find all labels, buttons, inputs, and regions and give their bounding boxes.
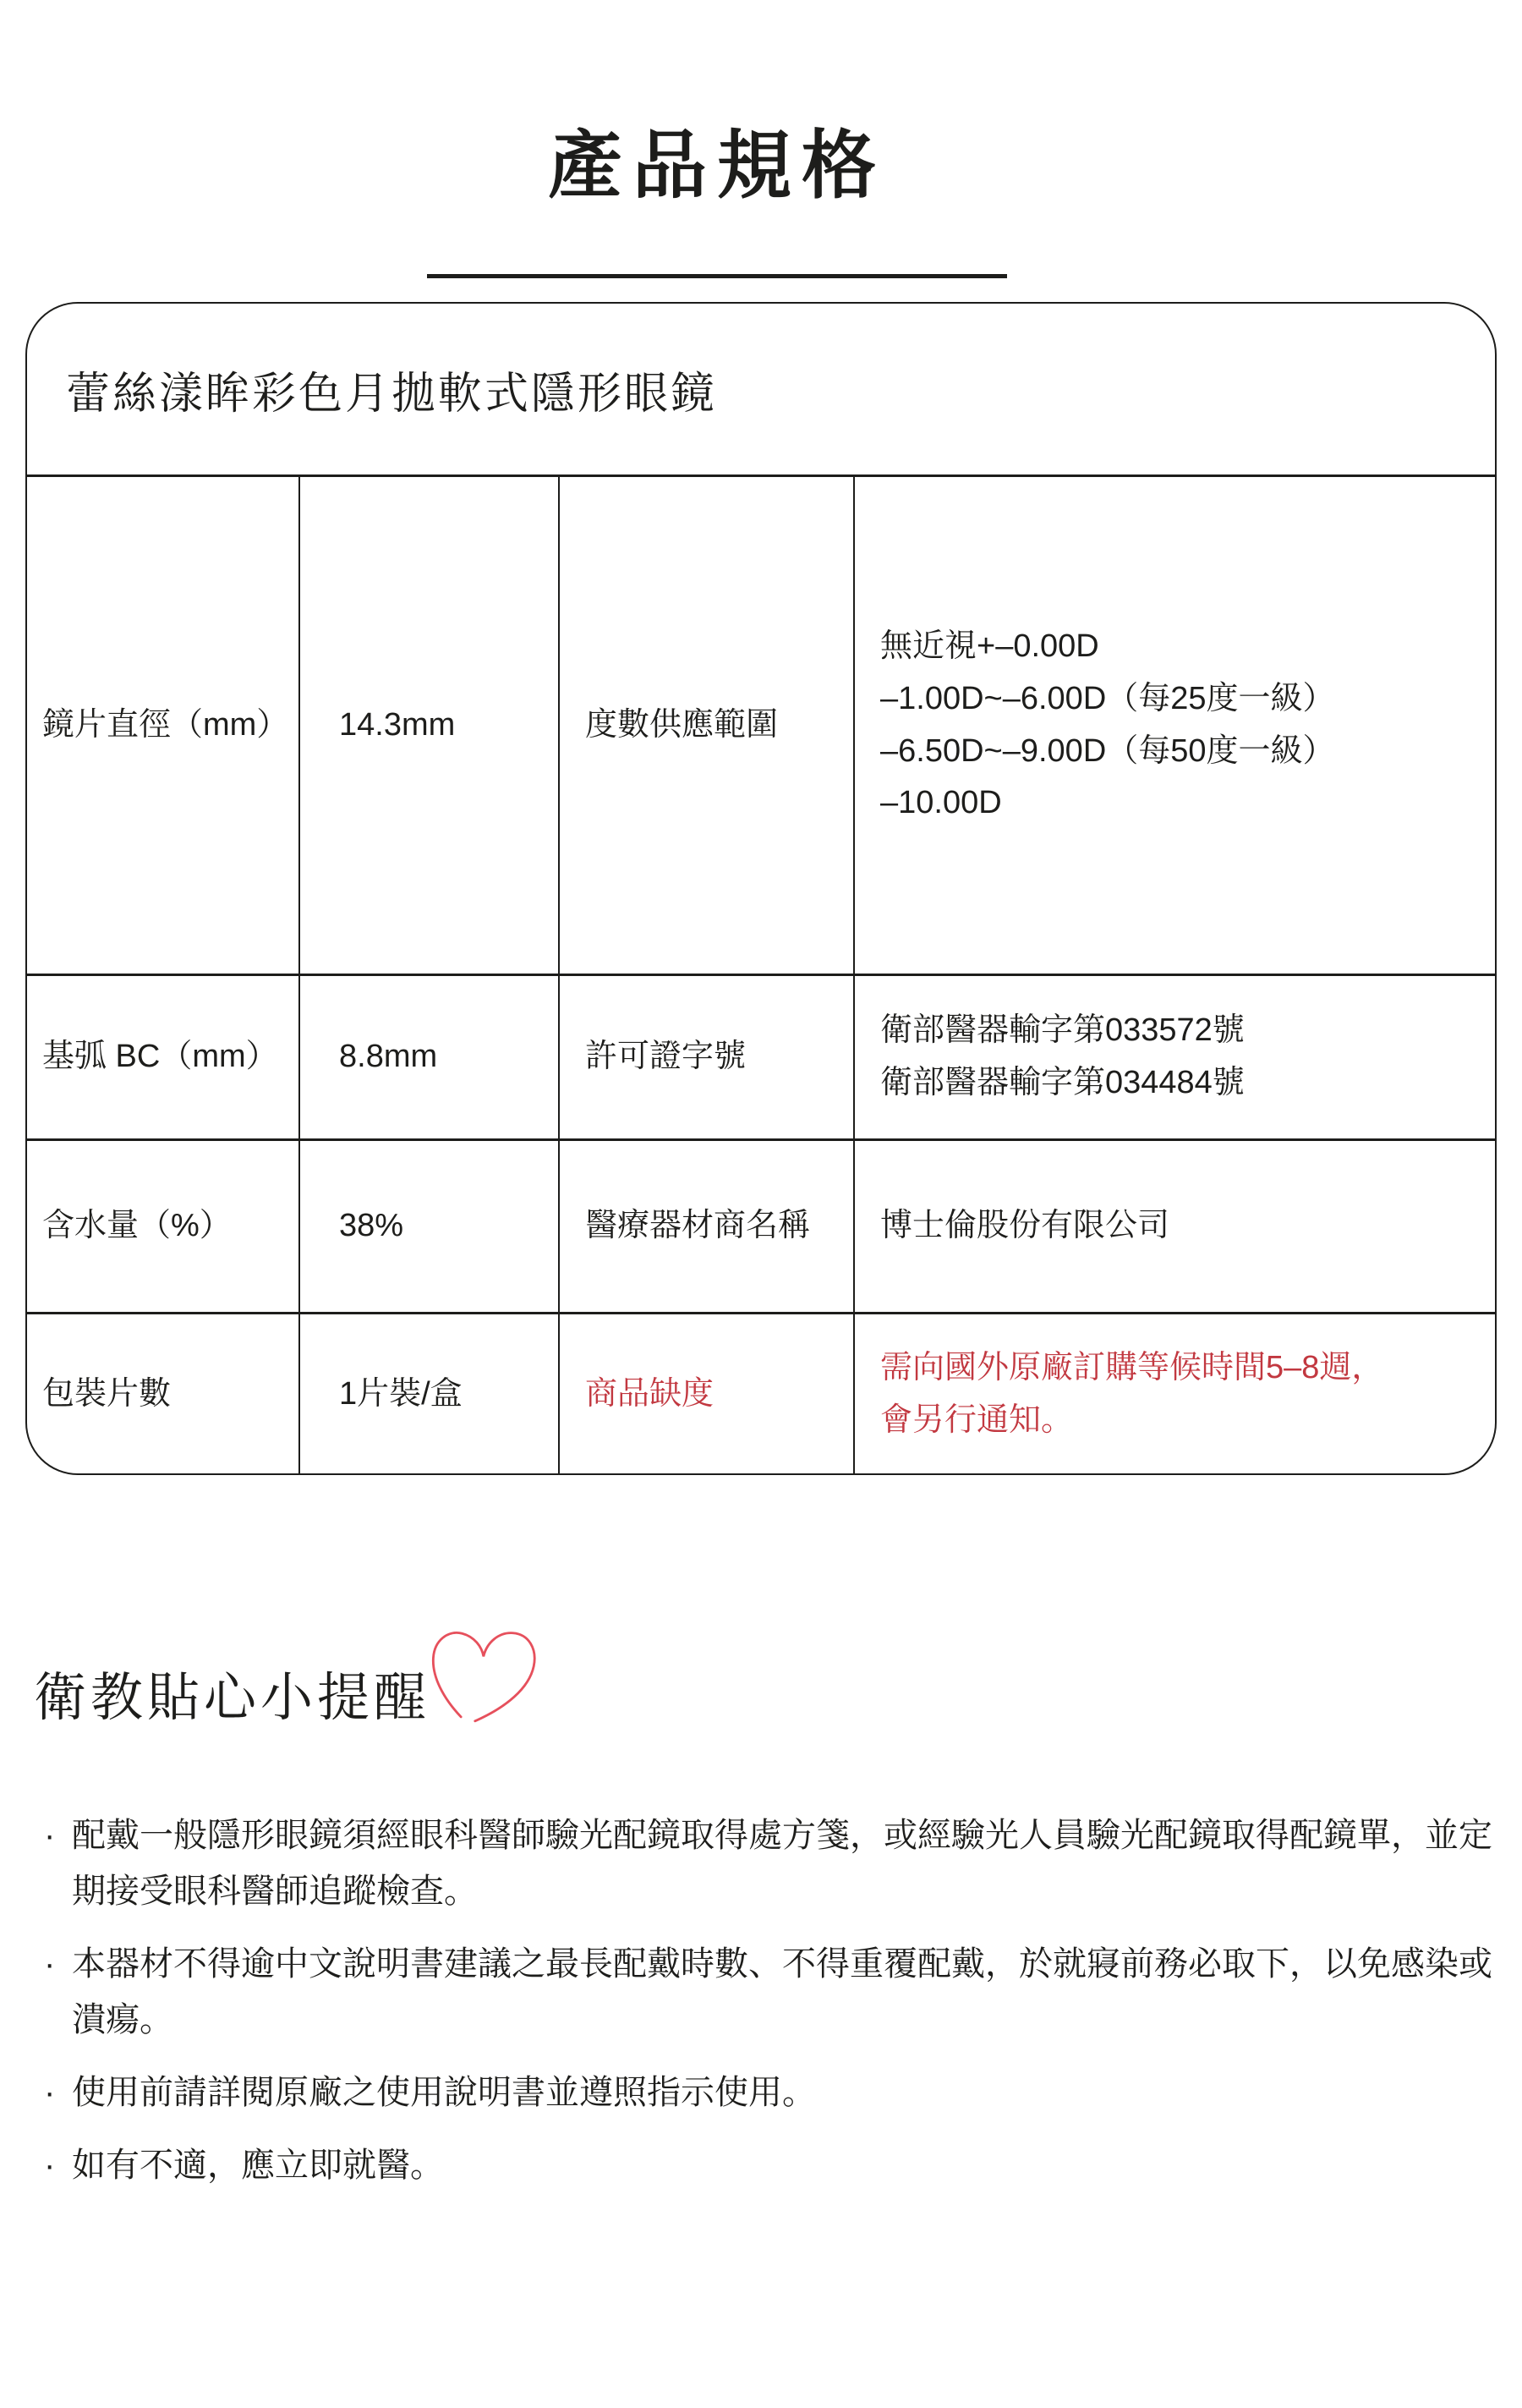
table-row [27, 976, 1495, 1141]
product-spec-page [0, 123, 1522, 2408]
row3-label-water-content: 含水量（%） [27, 1141, 300, 1312]
heart-outline-icon [424, 1621, 545, 1731]
reminder-list [25, 1807, 1497, 2193]
license-number-line: 衛部醫器輸字第033572號 [880, 1012, 1245, 1049]
shortage-note-line: 需向國外原廠訂購等候時間5–8週， [880, 1349, 1384, 1385]
spec-card [25, 302, 1497, 1475]
row2-value-license-number [855, 976, 1495, 1138]
power-range-line: –1.00D~–6.00D（每25度一級） [880, 680, 1335, 716]
row1-value-power-range [855, 477, 1495, 974]
reminder-heading-row [34, 1664, 1497, 1767]
row4-value-pack-quantity: 1片裝/盒 [300, 1314, 560, 1474]
reminder-heading: 衛教貼心小提醒 [34, 1669, 431, 1727]
row1-value-lens-diameter: 14.3mm [300, 477, 560, 974]
row2-label-base-curve: 基弧 BC（mm） [27, 976, 300, 1138]
row4-label-pack-quantity: 包裝片數 [27, 1314, 300, 1474]
title-underline [427, 274, 1007, 278]
list-item: · 配戴一般隱形眼鏡須經眼科醫師驗光配鏡取得處方箋，或經驗光人員驗光配鏡取得配鏡單，並定期接受眼科醫師追蹤檢查。 [25, 1807, 1497, 1919]
row3-label-vendor-name: 醫療器材商名稱 [560, 1141, 855, 1312]
list-item: · 使用前請詳閱原廠之使用說明書並遵照指示使用。 [25, 2065, 1497, 2120]
power-range-line: –6.50D~–9.00D（每50度一級） [880, 732, 1335, 769]
row4-label-shortage: 商品缺度 [560, 1314, 855, 1474]
table-row [27, 1141, 1495, 1314]
reminder-section [25, 1664, 1497, 2193]
table-row [27, 1314, 1495, 1474]
power-range-line: 無近視+–0.00D [880, 628, 1099, 665]
license-number-line: 衛部醫器輸字第034484號 [880, 1065, 1245, 1100]
list-item: · 如有不適，應立即就醫。 [25, 2137, 1497, 2193]
row3-value-water-content: 38% [300, 1141, 560, 1312]
row3-value-vendor-name [855, 1141, 1495, 1312]
row2-value-base-curve: 8.8mm [300, 976, 560, 1138]
product-name: 蕾絲漾眸彩色月拋軟式隱形眼鏡 [27, 304, 1495, 477]
power-range-line: –10.00D [880, 785, 1002, 821]
list-item: · 本器材不得逾中文說明書建議之最長配戴時數、不得重覆配戴，於就寢前務必取下，以免感染或潰瘍。 [25, 1936, 1497, 2048]
row1-label-lens-diameter: 鏡片直徑（mm） [27, 477, 300, 974]
vendor-name-line: 博士倫股份有限公司 [880, 1208, 1170, 1244]
title-block [0, 123, 1453, 278]
table-row [27, 477, 1495, 976]
row1-label-power-range: 度數供應範圍 [560, 477, 855, 974]
page-title: 產品規格 [547, 123, 886, 207]
row4-value-shortage-note [855, 1314, 1495, 1474]
row2-label-license-number: 許可證字號 [560, 976, 855, 1138]
shortage-note-line: 會另行通知。 [880, 1401, 1074, 1438]
